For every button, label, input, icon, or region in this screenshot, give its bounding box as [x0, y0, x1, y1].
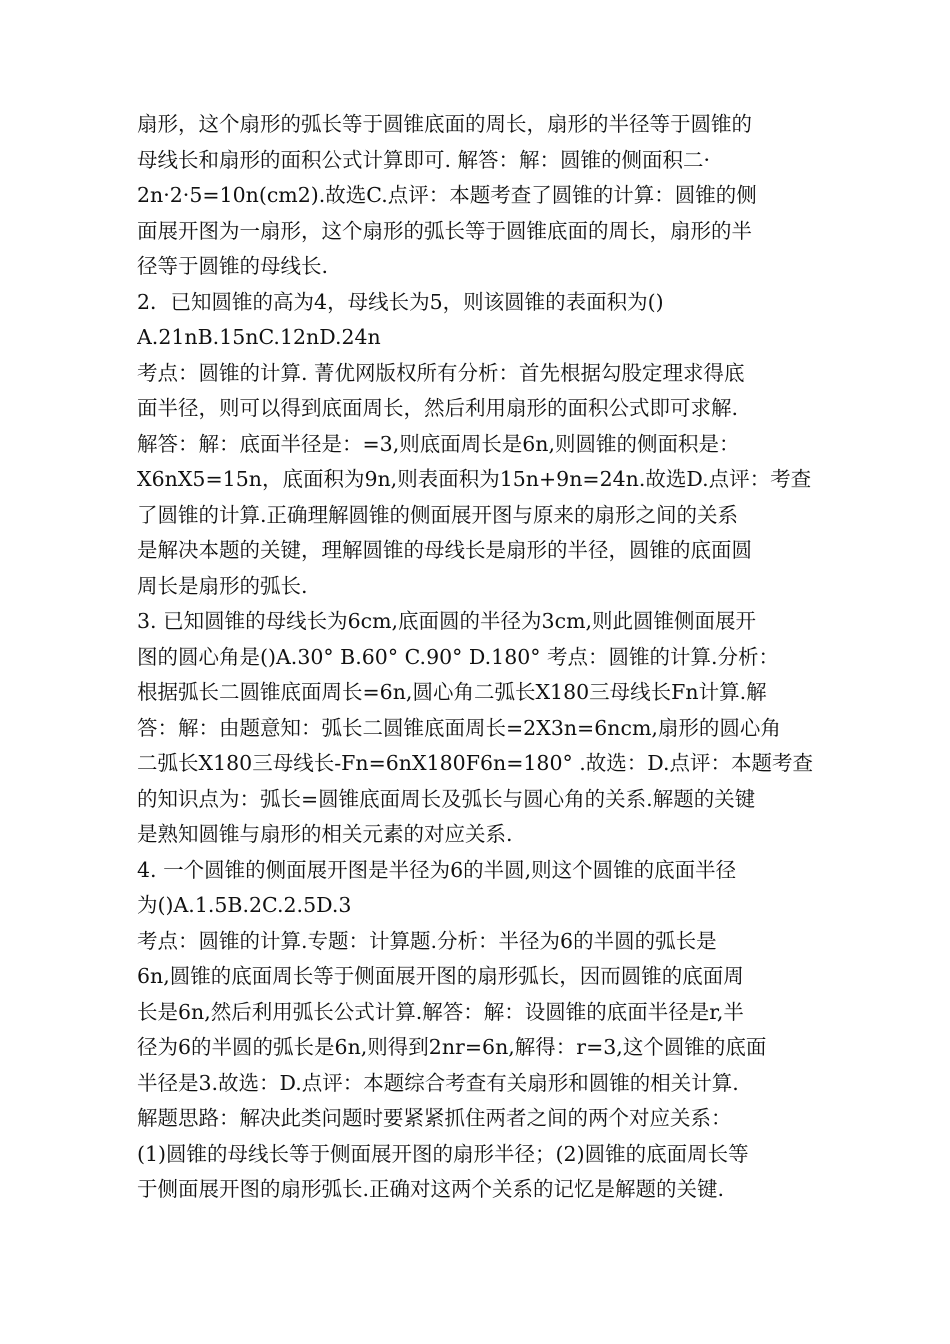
text-line: 径等于圆锥的母线长. — [137, 254, 329, 278]
text-line: 根据弧长二圆锥底面周长=6n,圆心角二弧长X180三母线长Fn计算.解 — [137, 680, 767, 704]
text-line: 母线长和扇形的面积公式计算即可. 解答：解：圆锥的侧面积二· — [137, 147, 711, 172]
question-3-stem: 3. 已知圆锥的母线长为6cm,底面圆的半径为3cm,则此圆锥侧面展开 — [137, 609, 757, 633]
text-line: 了圆锥的计算.正确理解圆锥的侧面展开图与原来的扇形之间的关系 — [137, 502, 739, 527]
text-line: 扇形，这个扇形的弧长等于圆锥底面的周长，扇形的半径等于圆锥的 — [137, 112, 752, 136]
text-line: 6n,圆锥的底面周长等于侧面展开图的扇形弧长，因而圆锥的底面周 — [137, 964, 744, 988]
document-body — [137, 107, 827, 1208]
text-line: 长是6n,然后利用弧长公式计算.解答：解：设圆锥的底面半径是r,半 — [137, 999, 744, 1024]
text-line: 径为6的半圆的弧长是6n,则得到2nr=6n,解得：r=3,这个圆锥的底面 — [137, 1035, 767, 1059]
text-line: 的知识点为：弧长=圆锥底面周长及弧长与圆心角的关系.解题的关键 — [137, 786, 756, 811]
text-line: 是解决本题的关键，理解圆锥的母线长是扇形的半径，圆锥的底面圆 — [137, 538, 752, 562]
text-line: 半径是3.故选：D.点评：本题综合考查有关扇形和圆锥的相关计算. — [137, 1070, 739, 1095]
text-line: (1)圆锥的母线长等于侧面展开图的扇形半径；(2)圆锥的底面周长等 — [137, 1141, 749, 1166]
question-2-options: A.21nB.15nC.12nD.24n — [137, 325, 381, 349]
question-4-options: 为()A.1.5B.2C.2.5D.3 — [137, 893, 352, 917]
text-line: 面半径，则可以得到底面周长，然后利用扇形的面积公式即可求解. — [137, 396, 739, 420]
text-line: 2n·2·5=10n(cm2).故选C.点评：本题考查了圆锥的计算：圆锥的侧 — [137, 183, 757, 207]
text-line: 解答：解：底面半径是：=3,则底面周长是6n,则圆锥的侧面积是： — [137, 431, 740, 456]
text-line: 周长是扇形的弧长. — [137, 573, 308, 598]
question-2-stem: 2．已知圆锥的高为4，母线长为5，则该圆锥的表面积为() — [137, 289, 664, 314]
text-line: 面展开图为一扇形，这个扇形的弧长等于圆锥底面的周长，扇形的半 — [137, 218, 752, 243]
text-line: X6nX5=15n，底面积为9n,则表面积为15n+9n=24n.故选D.点评：考查 — [137, 467, 812, 491]
text-line: 图的圆心角是()A.30° B.60° C.90° D.180° 考点：圆锥的计算.分析： — [137, 644, 780, 669]
text-line: 是熟知圆锥与扇形的相关元素的对应关系. — [137, 822, 513, 846]
question-4-stem: 4. 一个圆锥的侧面展开图是半径为6的半圆,则这个圆锥的底面半径 — [137, 857, 737, 882]
text-line: 解题思路：解决此类问题时要紧紧抓住两者之间的两个对应关系： — [137, 1106, 732, 1130]
text-line: 二弧长X180三母线长-Fn=6nX180F6n=180° .故选：D.点评：本题考查 — [137, 751, 813, 775]
text-line: 考点：圆锥的计算. 菁优网版权所有分析：首先根据勾股定理求得底 — [137, 360, 745, 385]
text-line: 于侧面展开图的扇形弧长.正确对这两个关系的记忆是解题的关键. — [137, 1177, 725, 1201]
text-line: 考点：圆锥的计算.专题：计算题.分析：半径为6的半圆的弧长是 — [137, 928, 717, 953]
text-line: 答：解：由题意知：弧长二圆锥底面周长=2X3n=6ncm,扇形的圆心角 — [137, 715, 781, 740]
